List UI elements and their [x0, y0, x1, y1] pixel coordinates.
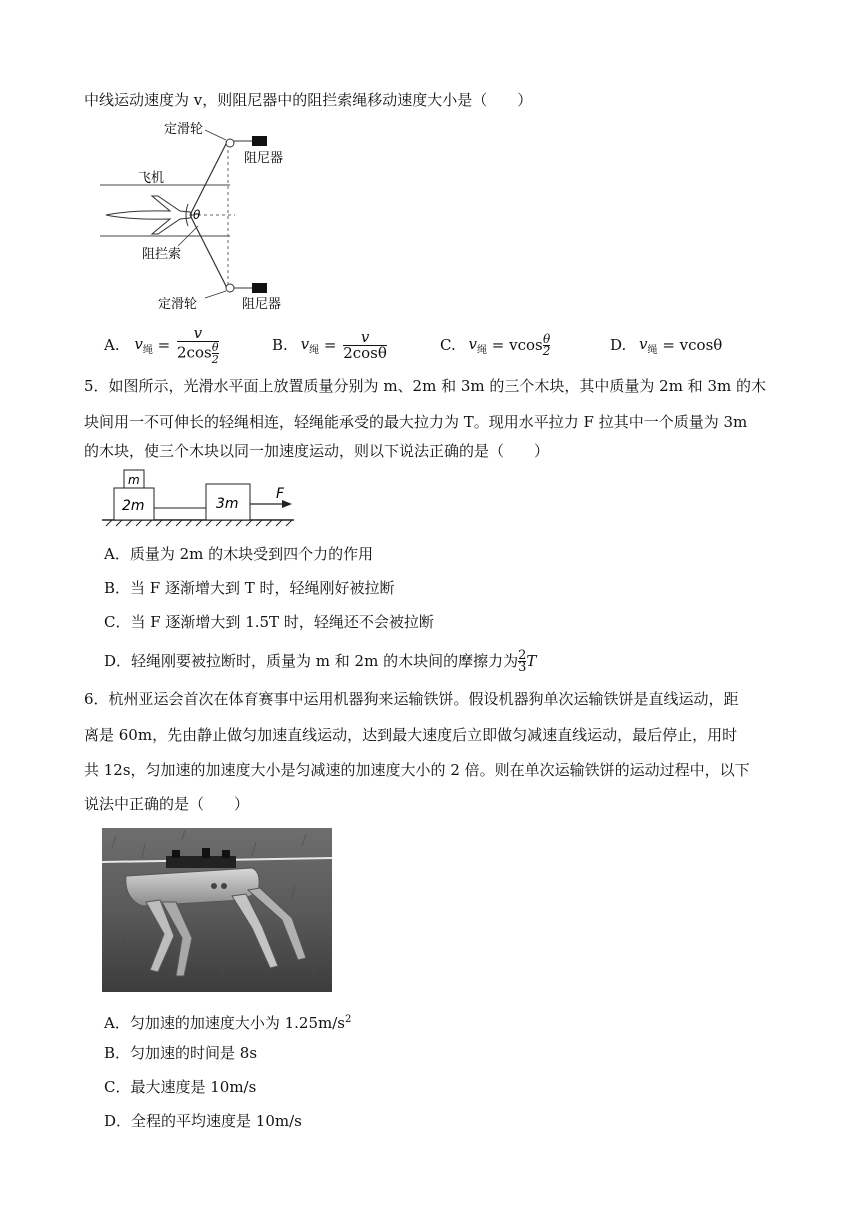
label-m: m	[128, 473, 140, 487]
q6-option-c: C．最大速度是 10m/s	[104, 1078, 257, 1096]
label-force: F	[276, 486, 285, 502]
q6-option-a: A．匀加速的加速度大小为 $1.25m/s^2$	[104, 1014, 352, 1032]
pulley-top	[226, 139, 234, 147]
airplane-icon	[106, 196, 192, 234]
q6-line-3: 共 12s，匀加速的加速度大小是匀减速的加速度大小的 2 倍。则在单次运输铁饼的运动过程中，以下	[84, 761, 750, 779]
robot-dog-photo	[102, 828, 332, 992]
damper-bottom	[252, 283, 267, 293]
q4-option-b: B. $v_绳$ = $\frac{v}{2\cos\theta}$	[272, 327, 387, 362]
q6-option-d: D．全程的平均速度是 10m/s	[104, 1112, 302, 1130]
q5-option-d: D．轻绳刚要被拉断时，质量为 m 和 2m 的木块间的摩擦力为 2 3 T	[104, 647, 537, 675]
q5-option-c: C．当 F 逐渐增大到 1.5T 时，轻绳还不会被拉断	[104, 613, 434, 631]
blocks-diagram	[100, 466, 300, 532]
label-pulley-bottom: 定滑轮	[158, 297, 198, 312]
q5-option-a: A．质量为 2m 的木块受到四个力的作用	[104, 545, 374, 563]
label-3m: 3m	[216, 496, 239, 512]
q5-line-3: 的木块，使三个木块以同一加速度运动，则以下说法正确的是（ ）	[84, 442, 550, 460]
q6-line-1: 6．杭州亚运会首次在体育赛事中运用机器狗来运输铁饼。假设机器狗单次运输铁饼是直线运动，距	[84, 690, 739, 708]
q5-line-2: 块间用一不可伸长的轻绳相连，轻绳能承受的最大拉力为 T。现用水平拉力 F 拉其中一个质量为 3m	[84, 413, 748, 431]
q6-line-2: 离是 60m，先由静止做匀加速直线运动，达到最大速度后立即做匀减速直线运动，最后停止，用时	[84, 726, 738, 744]
q6-option-b: B．匀加速的时间是 8s	[104, 1044, 258, 1062]
q4-option-c: C. $v_绳$ = vcos θ 2	[440, 331, 551, 358]
damper-top	[252, 136, 267, 146]
q4-stem-tail: 中线运动速度为 v，则阻尼器中的阻拦索绳移动速度大小是（ ）	[84, 91, 533, 109]
label-damper-bottom: 阻尼器	[242, 297, 282, 312]
q4-option-d: D. $v_绳$ = vcosθ	[610, 334, 723, 356]
q5-option-b: B．当 F 逐渐增大到 T 时，轻绳刚好被拉断	[104, 579, 395, 597]
label-cable: 阻拦索	[142, 247, 182, 262]
label-2m: 2m	[122, 498, 145, 514]
q6-line-4: 说法中正确的是（ ）	[84, 795, 250, 813]
pulley-bottom	[226, 284, 234, 292]
q5-line-1: 5．如图所示，光滑水平面上放置质量分别为 m、2m 和 3m 的三个木块，其中质量为 2m 和 3m 的木	[84, 377, 766, 395]
label-plane: 飞机	[138, 171, 165, 186]
label-pulley-top: 定滑轮	[164, 122, 204, 137]
q4-option-a: A. $v_绳$ = v 2cos $\frac{\theta}{2}$	[104, 323, 219, 366]
arresting-cable-diagram	[100, 118, 300, 318]
label-damper-top: 阻尼器	[244, 151, 284, 166]
label-theta: θ	[193, 208, 201, 222]
